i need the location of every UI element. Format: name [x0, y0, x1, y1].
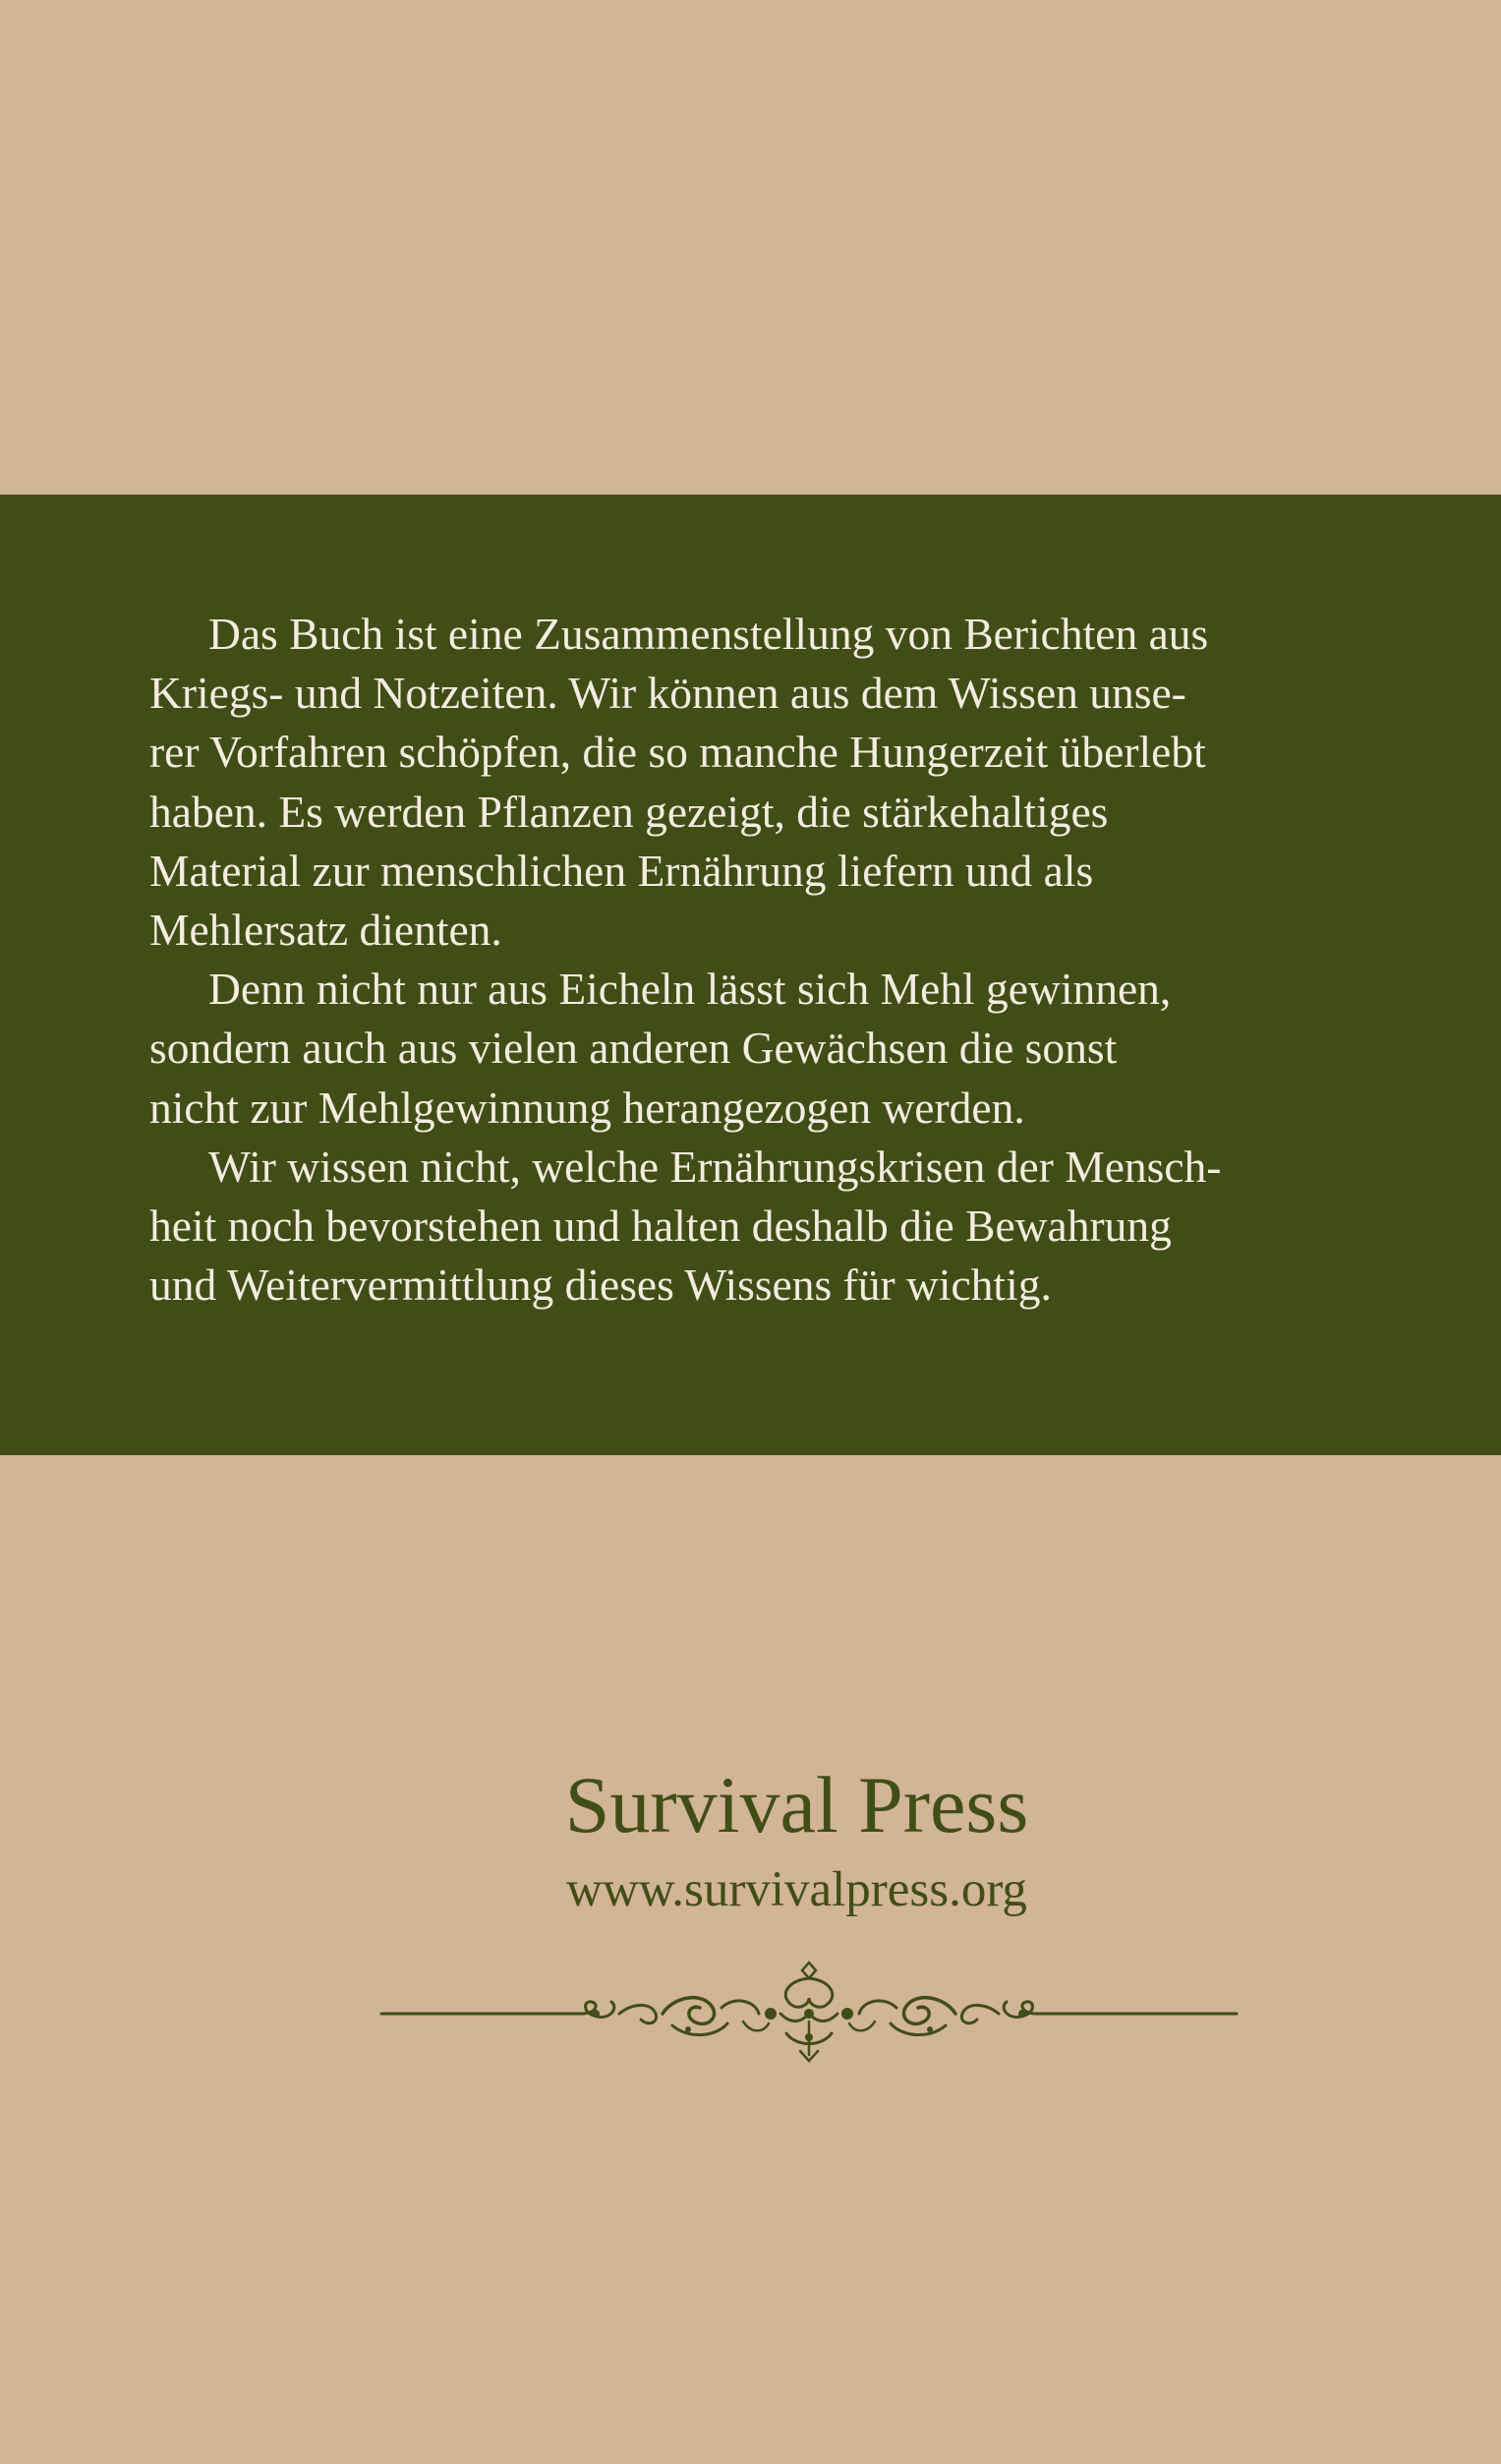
blurb-line: Denn nicht nur aus Eicheln lässt sich Mehl gewinnen, — [208, 964, 1172, 1015]
blurb-line: Material zur menschlichen Ernährung liefern und als — [149, 845, 1094, 896]
blurb-line: nicht zur Mehlgewinnung herangezogen werden. — [149, 1082, 1025, 1133]
flourish-divider-icon — [377, 1957, 1241, 2065]
blurb-line: Wir wissen nicht, welche Ernährungskrisen der Mensch- — [208, 1141, 1222, 1192]
blurb-line: Kriegs- und Notzeiten. Wir können aus dem Wissen unse- — [149, 668, 1186, 719]
blurb-line: haben. Es werden Pflanzen gezeigt, die stärkehaltiges — [149, 786, 1109, 837]
blurb-line: sondern auch aus vielen anderen Gewächsen die sonst — [149, 1023, 1118, 1074]
blurb-line: und Weitervermittlung dieses Wissens für wichtig. — [149, 1260, 1052, 1311]
blurb-text — [149, 605, 1388, 1315]
blurb-line: Mehlersatz dienten. — [149, 905, 502, 956]
blurb-line: Das Buch ist eine Zusammenstellung von Berichten aus — [208, 609, 1209, 659]
blurb-line: rer Vorfahren schöpfen, die so manche Hungerzeit überlebt — [149, 727, 1206, 778]
publisher-name: Survival Press — [564, 1760, 1029, 1849]
publisher-url: www.survivalpress.org — [566, 1862, 1027, 1917]
blurb-line: heit noch bevorstehen und halten deshalb die Bewahrung — [149, 1201, 1172, 1252]
